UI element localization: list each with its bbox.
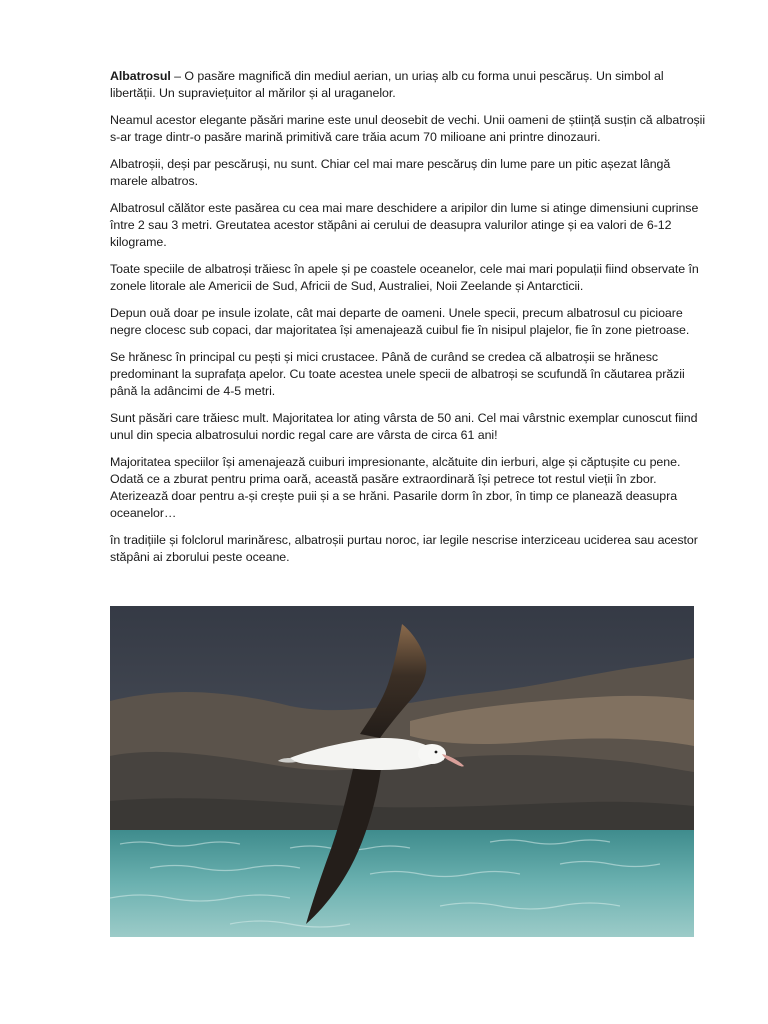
paragraph: în tradițiile și folclorul marinăresc, albatroșii purtau noroc, iar legile nescrise interziceau uciderea sau acestor stăpâni ai zborului peste oceane. [110,532,698,565]
paragraph: Albatrosul călător este pasărea cu cea mai mare deschidere a aripilor din lume si atinge dimensiuni cuprinse între 2 sau 3 metri. Greutatea acestor stăpâni ai cerului de deasupra valurilor atinge și ea valori de 6-12 kilograme. [110,200,699,250]
albatross-photo [110,606,694,937]
paragraph: Sunt păsări care trăiesc mult. Majoritatea lor ating vârsta de 50 ani. Cel mai vârstnic exemplar cunoscut fiind unul din specia albatrosului nordic regal care are vârsta de circa 61 ani! [110,410,698,442]
article-body [110,68,710,576]
sea [110,830,694,937]
eye [435,751,438,754]
intro-text: – O pasăre magnifică din mediul aerian, un uriaș alb cu forma unui pescăruș. Un simbol al libertății. Un supraviețuitor al mărilor și al uraganelor. [110,69,664,101]
intro-paragraph [110,68,710,102]
paragraph: Albatroșii, deși par pescăruși, nu sunt. Chiar cel mai mare pescăruș din lume pare un pitic așezat lângă marele albatros. [110,156,671,189]
intro-title: Albatrosul [110,69,171,83]
paragraph: Majoritatea speciilor își amenajează cuiburi impresionante, alcătuite din ierburi, alge și căptușite cu pene. Odată ce a zburat pentru prima oară, această pasăre extraordinară își petrece tot restul vieții în zbor. Aterizează doar pentru a-și crește puii și a se hrăni. Pasarile dorm în zbor, în timp ce planează deasupra oceanelor… [110,454,681,521]
paragraph: Toate speciile de albatroși trăiesc în apele și pe coastele oceanelor, cele mai mari populații fiind observate în zonele litorale ale Americii de Sud, Africii de Sud, Australiei, Noii Zeelande și Antarcticii. [110,261,699,294]
paragraph: Depun ouă doar pe insule izolate, cât mai departe de oameni. Unele specii, precum albatrosul cu picioare negre clocesc sub copaci, dar majoritatea își amenajează cuibul fie în nisipul plajelor, fie în zone pietroase. [110,305,690,337]
paragraph: Neamul acestor elegante păsări marine este unul deosebit de vechi. Unii oameni de știință susțin că albatroșii s-ar trage dintr-o pasăre marină primitivă care trăia acum 70 milioane ani printre dinozauri. [110,112,706,145]
paragraph: Se hrănesc în principal cu pești și mici crustacee. Până de curând se credea că albatroșii se hrănesc predominant la suprafața apelor. Cu toate acestea unele specii de albatroși se scufundă în căutarea prăzii până la adâncimi de 4-5 metri. [110,349,685,399]
head [418,744,446,764]
